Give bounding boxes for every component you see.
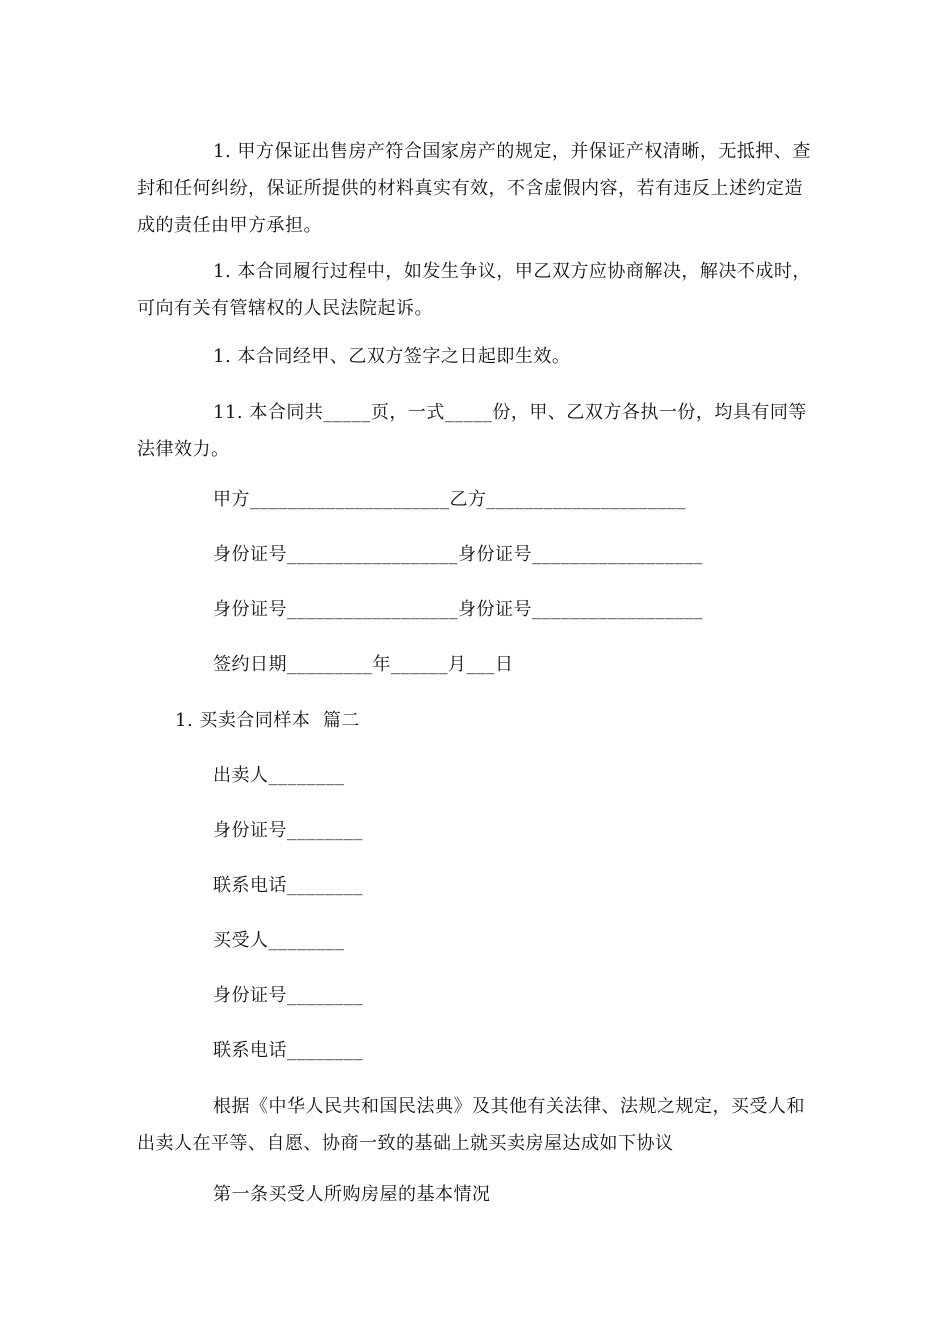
buyer-field: 买受人________ xyxy=(213,930,345,951)
buyer-id-field: 身份证号________ xyxy=(213,985,363,1006)
clause-effective-date: 1. 本合同经甲、乙双方签字之日起即生效。 xyxy=(213,346,571,367)
seller-field: 出卖人________ xyxy=(213,765,345,786)
signature-party-line: 甲方_____________________乙方_____________________ xyxy=(213,489,686,510)
article-one-title: 第一条买受人所购房屋的基本情况 xyxy=(213,1184,491,1205)
clause-seller-guarantee: 1. 甲方保证出售房产符合国家房产的规定，并保证产权清晰，无抵押、查封和任何纠纷，保证所提供的材料真实有效，不含虚假内容，若有违反上述约定造成的责任由甲方承担。 xyxy=(137,141,811,236)
buyer-phone-field: 联系电话________ xyxy=(213,1040,363,1061)
clause-dispute-resolution: 1. 本合同履行过程中，如发生争议，甲乙双方应协商解决，解决不成时，可向有关有管辖权的人民法院起诉。 xyxy=(137,261,811,319)
contract-preamble: 根据《中华人民共和国民法典》及其他有关法律、法规之规定，买受人和出卖人在平等、自愿、协商一致的基础上就买卖房屋达成如下协议 xyxy=(137,1096,805,1154)
section-heading: 1. 买卖合同样本 篇二 xyxy=(175,710,360,731)
seller-id-field: 身份证号________ xyxy=(213,820,363,841)
clause-copies: 11. 本合同共_____页，一式_____份，甲、乙双方各执一份，均具有同等法律效力。 xyxy=(137,402,807,460)
signature-date-line: 签约日期_________年______月___日 xyxy=(213,654,514,675)
signature-id-line-1: 身份证号__________________身份证号__________________ xyxy=(213,544,703,565)
seller-phone-field: 联系电话________ xyxy=(213,875,363,896)
signature-id-line-2: 身份证号__________________身份证号__________________ xyxy=(213,599,703,620)
